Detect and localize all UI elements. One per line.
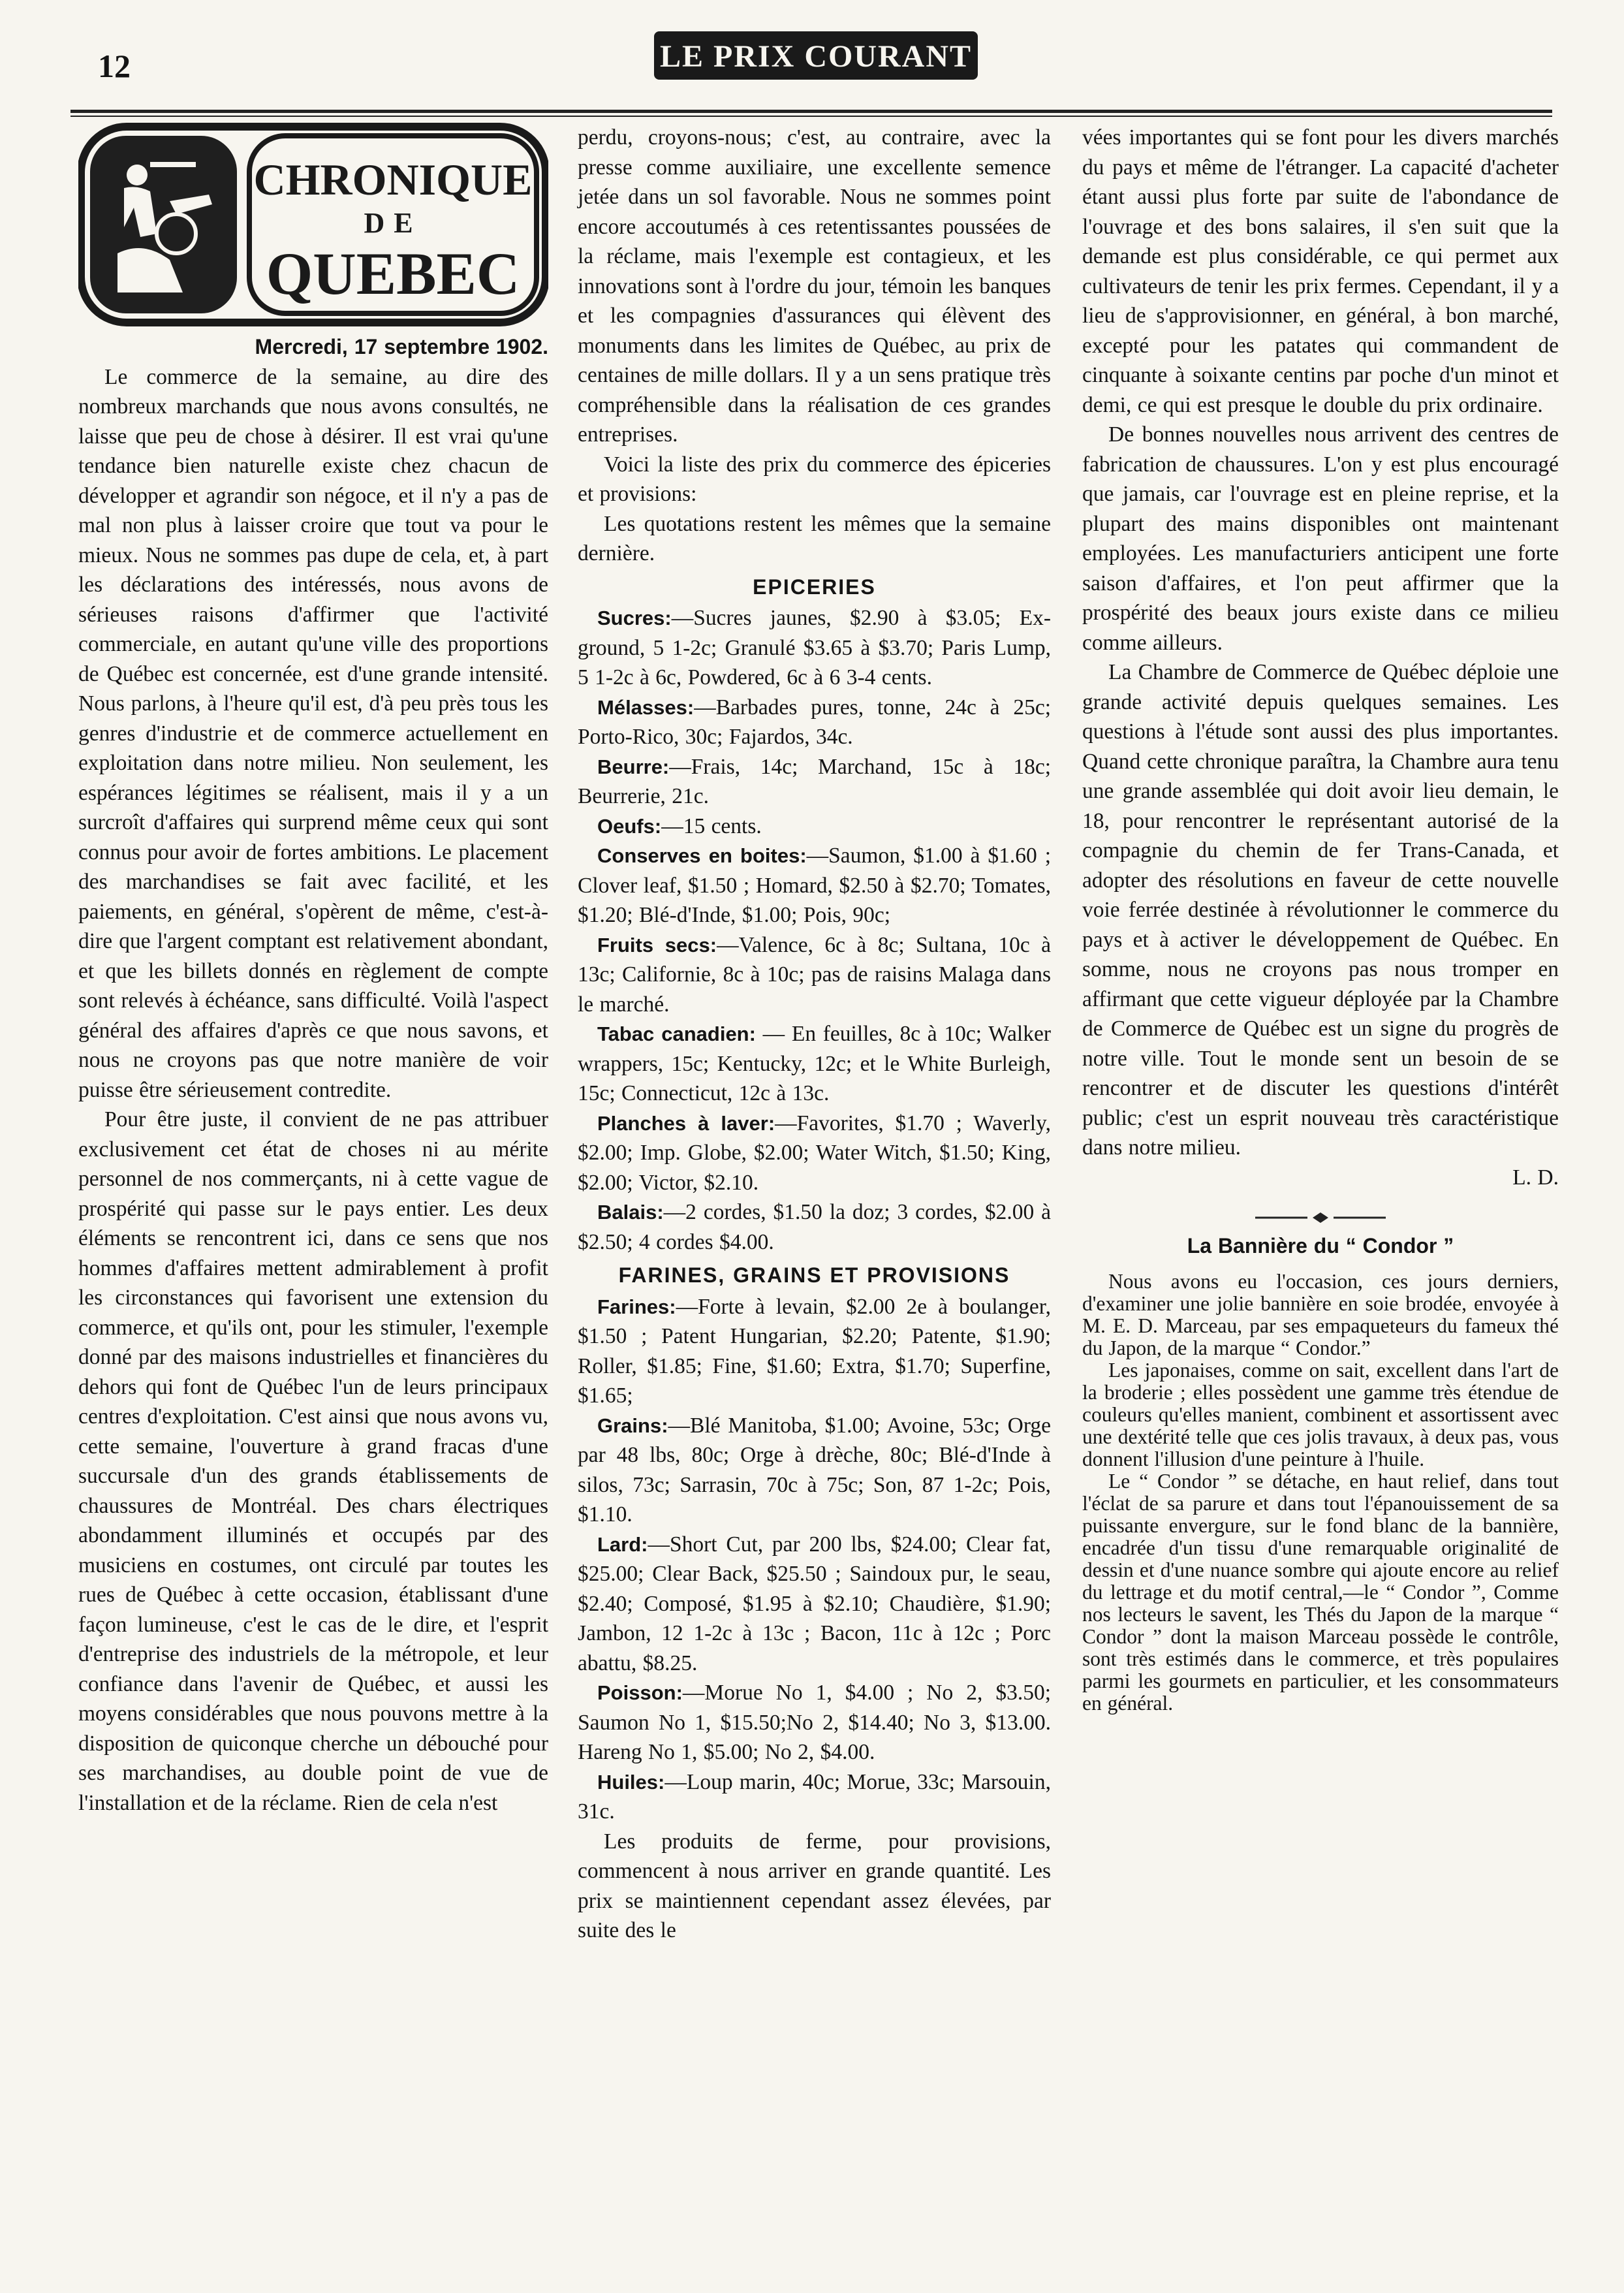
column-3	[1082, 123, 1559, 1715]
farines-label: Poisson:	[597, 1681, 683, 1704]
epiceries-label: Planches à laver:	[597, 1111, 775, 1135]
masthead-logo	[653, 26, 979, 85]
farines-label: Lard:	[597, 1532, 648, 1556]
epiceries-prices: —Frais, 14c; Marchand, 15c à 18c; Beurrerie, 21c.	[578, 754, 1051, 808]
column-1	[78, 123, 548, 1818]
epiceries-item	[578, 930, 1051, 1020]
epiceries-item	[578, 603, 1051, 693]
epiceries-item	[578, 752, 1051, 812]
farines-prices: —Forte à levain, $2.00 2e à boulanger, $1.50 ; Patent Hungarian, $2.20; Patente, $1.90; Roller, $1.85; Fine, $1.60; Extra, $1.70; Superfine, $1.65;	[578, 1294, 1051, 1408]
farines-prices: —Morue No 1, $4.00 ; No 2, $3.50; Saumon No 1, $15.50;No 2, $14.40; No 3, $13.00. Hareng No 1, $5.00; No 2, $4.00.	[578, 1681, 1051, 1764]
epiceries-item	[578, 1109, 1051, 1198]
epiceries-prices: —2 cordes, $1.50 la doz; 3 cordes, $2.00 à $2.50; 4 cordes $4.00.	[578, 1200, 1051, 1254]
logo-line3: QUEBEC	[266, 240, 520, 307]
epiceries-label: Balais:	[597, 1201, 664, 1224]
epiceries-list	[578, 603, 1051, 1257]
chronicle-paragraph-3: Voici la liste des prix du commerce des épiceries et provisions:	[578, 452, 1051, 506]
epiceries-label: Oeufs:	[597, 814, 662, 838]
epiceries-prices: —Valence, 6c à 8c; Sultana, 10c à 13c; Californie, 8c à 10c; pas de raisins Malaga dans le marché.	[578, 932, 1051, 1017]
header-rule-thin	[70, 116, 1552, 117]
farines-label: Grains:	[597, 1414, 668, 1437]
farines-label: Huiles:	[597, 1770, 665, 1794]
farines-item	[578, 1292, 1051, 1411]
epiceries-label: Sucres:	[597, 607, 672, 629]
banner-article-title: La Bannière du “ Condor ”	[1187, 1234, 1454, 1257]
epiceries-label: Mélasses:	[597, 695, 695, 719]
page-number: 12	[98, 48, 131, 84]
signature: L. D.	[1512, 1165, 1559, 1190]
chronique-logo	[78, 123, 548, 328]
masthead-title: LE PRIX COURANT	[659, 39, 973, 74]
closing-paragraph-1-continued: vées importantes qui se font pour les divers marchés du pays et même de l'étranger. La capacité d'acheter étant aussi plus forte par suite de l'abondance de l'ouvrage et des bons salaires, il s'en suit que la demande est plus considérable, ce qui permet aux cultivateurs de tenir les prix fermes. Cependant, il y a lieu de s'approvisionner, en général, à bon marché, excepté pour les patates qui commandent de cinquante à soixante centins par poche d'un minot et demi, ce qui est presque le double du prix ordinaire.	[1082, 125, 1559, 417]
epiceries-label: Fruits secs:	[597, 933, 717, 957]
banner-paragraph-2: Les japonaises, comme on sait, excellent dans l'art de la broderie ; elles possèdent une gamme très étendue de couleurs qu'elles manient, combinent et assortissent avec une dextérité telle que ces jolis travaux, à deux pas, vous donnent l'illusion d'une peinture à l'huile.	[1082, 1358, 1559, 1470]
header-rule	[70, 110, 1552, 113]
farines-list	[578, 1292, 1051, 1827]
logo-line2: DE	[364, 207, 422, 239]
epiceries-prices: —Barbades pures, tonne, 24c à 25c; Porto-Rico, 30c; Fajardos, 34c.	[578, 695, 1051, 749]
epiceries-item	[578, 693, 1051, 752]
masthead	[653, 26, 979, 85]
epiceries-prices: —Favorites, $1.70 ; Waverly, $2.00; Imp. Globe, $2.00; Water Witch, $1.50; King, $2.00; Victor, $2.10.	[578, 1111, 1051, 1195]
farines-item	[578, 1530, 1051, 1679]
ornament-divider	[1082, 1204, 1559, 1220]
farines-item	[578, 1678, 1051, 1767]
epiceries-prices: —Sucres jaunes, $2.90 à $3.05; Ex-ground, 5 1-2c; Granulé $3.65 à $3.70; Paris Lump, 5 1-2c à 6c, Powdered, 6c à 6 3-4 cents.	[578, 606, 1051, 689]
section-title-epiceries: EPICERIES	[753, 575, 876, 599]
column-2	[578, 123, 1051, 1946]
epiceries-item	[578, 841, 1051, 930]
farines-label: Farines:	[597, 1295, 676, 1318]
farines-item	[578, 1767, 1051, 1827]
chronicle-paragraph-1: Le commerce de la semaine, au dire des nombreux marchands que nous avons consultés, ne laisse que peu de chose à désirer. Il est vrai qu'une tendance bien naturelle existe chez chacun de développer et agrandir son négoce, et il n'y a pas de mal non plus à laisser croire que tout va pour le mieux. Nous ne sommes pas dupe de cela, et, à part les déclarations des intéressés, nous avons de sérieuses raisons d'affirmer que l'activité commerciale, en autant qu'une ville des proportions de Québec est concernée, est d'une grande intensité. Nous parlons, à l'heure qu'il est, d'à peu près tous les genres d'industrie et de commerce actuellement en exploitation dans notre milieu. Non seulement, les espérances légitimes se réalisent, mais il y a un surcroît d'affaires qui surprend même ceux qui sont connus pour avoir de fortes ambitions. Le placement des marchandises se fait avec facilité, et les paiements, en général, s'opèrent de même, c'est-à-dire que l'argent comptant est relativement abondant, et que les billets donnés en règlement de compte sont relevés à échéance, sans difficulté. Voilà l'aspect général des affaires d'après ce que nous savons, et nous ne croyons pas que notre manière de voir puisse être sérieusement contredite.	[78, 364, 548, 1102]
chronicle-paragraph-4: Les quotations restent les mêmes que la semaine dernière.	[578, 511, 1051, 565]
banner-paragraph-1: Nous avons eu l'occasion, ces jours derniers, d'examiner une jolie bannière en soie brodée, envoyée à M. E. D. Marceau, par ses empaqueteurs du fameux thé du Japon, de la marque “ Condor.”	[1082, 1269, 1559, 1359]
epiceries-label: Beurre:	[597, 755, 670, 778]
epiceries-prices: —Saumon, $1.00 à $1.60 ; Clover leaf, $1.50 ; Homard, $2.50 à $2.70; Tomates, $1.20; Blé-d'Inde, $1.00; Pois, 90c;	[578, 844, 1052, 927]
banner-paragraph-3: Le “ Condor ” se détache, en haut relief, dans tout l'éclat de sa parure et dans tout l'épanouissement de sa puissante envergure, sur le fond blanc de la bannière, encadrée d'un tissu d'une remarquable originalité de dessin et d'une nuance sombre qui ajoute encore au relief du lettrage et du motif central,—le “ Condor ”, Comme nos lecteurs le savent, les Thés du Japon de la marque “ Condor ” dont la maison Marceau possède le contrôle, sont très estimés dans le commerce, et très populaires parmi les gourmets en particulier, et les consommateurs en général.	[1082, 1469, 1559, 1715]
farines-prices: —Short Cut, par 200 lbs, $24.00; Clear fat, $25.00; Clear Back, $25.50 ; Saindoux pur, le seau, $2.40; Composé, $1.95 à $2.10; Chaudière, $1.90; Jambon, 12 1-2c à 13c ; Bacon, 11c à 12c ; Porc abattu, $8.25.	[578, 1532, 1051, 1675]
epiceries-item	[578, 812, 1051, 842]
chronicle-paragraph-2: Pour être juste, il convient de ne pas attribuer exclusivement cet état de choses ni au mérite personnel de nos commerçants, ni à cette vague de prospérité qui passe sur le pays entier. Les deux éléments se rencontrent ici, dans ce sens que nos hommes d'affaires mettent admirablement à profit les circonstances qui favorisent une extension du commerce, et qu'ils ont, pour les stimuler, l'exemple donné par des maisons industrielles et financières du dehors qui font de Québec l'un de leurs principaux centres d'exploitation. C'est ainsi que nous avons vu, cette semaine, l'ouverture à grand fracas d'une succursale d'un des grands établissements de chaussures de Montréal. Des chars électriques abondamment illuminés et occupés par des musiciens en costumes, ont circulé par toutes les rues de Québec à cette occasion, établissant d'une façon lumineuse, c'est le cas de le dire, et l'esprit d'entreprise des industriels de la métropole, et leur confiance dans l'avenir de Québec, et aussi les moyens considérables que nous pouvons mettre à la disposition de quiconque cherche un débouché pour ses marchandises, au double point de vue de l'installation et de la réclame. Rien de cela n'est	[78, 1107, 548, 1815]
epiceries-item	[578, 1019, 1051, 1109]
farines-prices: —Loup marin, 40c; Morue, 33c; Marsouin, 31c.	[578, 1769, 1051, 1824]
section-title-farines: FARINES, GRAINS ET PROVISIONS	[618, 1263, 1010, 1287]
epiceries-label: Conserves en boites:	[597, 844, 807, 867]
farines-prices: —Blé Manitoba, $1.00; Avoine, 53c; Orge par 48 lbs, 80c; Orge à drèche, 80c; Blé-d'Inde à silos, 73c; Sarrasin, 70c à 75c; Son, 87 1-2c; Pois, $1.10.	[578, 1413, 1051, 1526]
epiceries-item	[578, 1197, 1051, 1257]
closing-paragraph-3: La Chambre de Commerce de Québec déploie une grande activité depuis quelques semaines. Les questions à l'étude sont aussi des plus importantes. Quand cette chronique paraîtra, la Chambre aura tenu une grande assemblée qui doit avoir lieu demain, le 18, pour rencontrer le représentant autorisé de la compagnie du chemin de fer Trans-Canada, et adopter des résolutions en faveur de cette nouvelle voie ferrée destinée à révolutionner le commerce du pays et à activer le développement de Québec. En somme, nous ne croyons pas nous tromper en affirmant que cette vigueur déployée par la Chambre de Commerce de Québec est un signe du progrès de notre ville. Tout le monde sent un besoin de se rencontrer et de discuter les questions d'intérêt public; c'est un esprit nouveau très caractéristique dans notre milieu.	[1082, 660, 1559, 1160]
closing-paragraph-1: Les produits de ferme, pour provisions, commencent à nous arriver en grande quantité. Les prix se maintiennent cependant assez élevées, par suite des le	[578, 1829, 1051, 1942]
logo-line1: CHRONIQUE	[253, 155, 533, 204]
chronicle-paragraph-2-continued: perdu, croyons-nous; c'est, au contraire, avec la presse comme auxiliaire, une excellente semence jetée dans un sol favorable. Nous ne sommes point encore accoutumés à ces retentissantes poussées de la réclame, mais l'exemple est contagieux, et les innovations sont à l'ordre du jour, témoin les banques et les compagnies d'assurances qui élèvent des monuments dans les limites de Québec, au prix de centaines de mille dollars. Il y a un sens pratique très compréhensible dans la réalisation de ces grandes entreprises.	[578, 125, 1051, 447]
farines-item	[578, 1411, 1051, 1530]
closing-paragraph-2: De bonnes nouvelles nous arrivent des centres de fabrication de chaussures. L'on y est plus encouragé que jamais, car l'ouvrage est en pleine reprise, et la plupart des mains disponibles ont maintenant employées. Les manufacturiers anticipent une forte saison d'affaires, et l'on peut affirmer que la prospérité des beaux jours existe dans ce milieu comme ailleurs.	[1082, 422, 1559, 655]
epiceries-label: Tabac canadien:	[597, 1022, 756, 1045]
epiceries-prices: —15 cents.	[661, 814, 762, 838]
chronicle-date: Mercredi, 17 septembre 1902.	[255, 335, 548, 358]
epiceries-prices: — En feuilles, 8c à 10c; Walker wrappers, 15c; Kentucky, 12c; et le White Burleigh, 15c; Connecticut, 12c à 13c.	[578, 1022, 1051, 1105]
